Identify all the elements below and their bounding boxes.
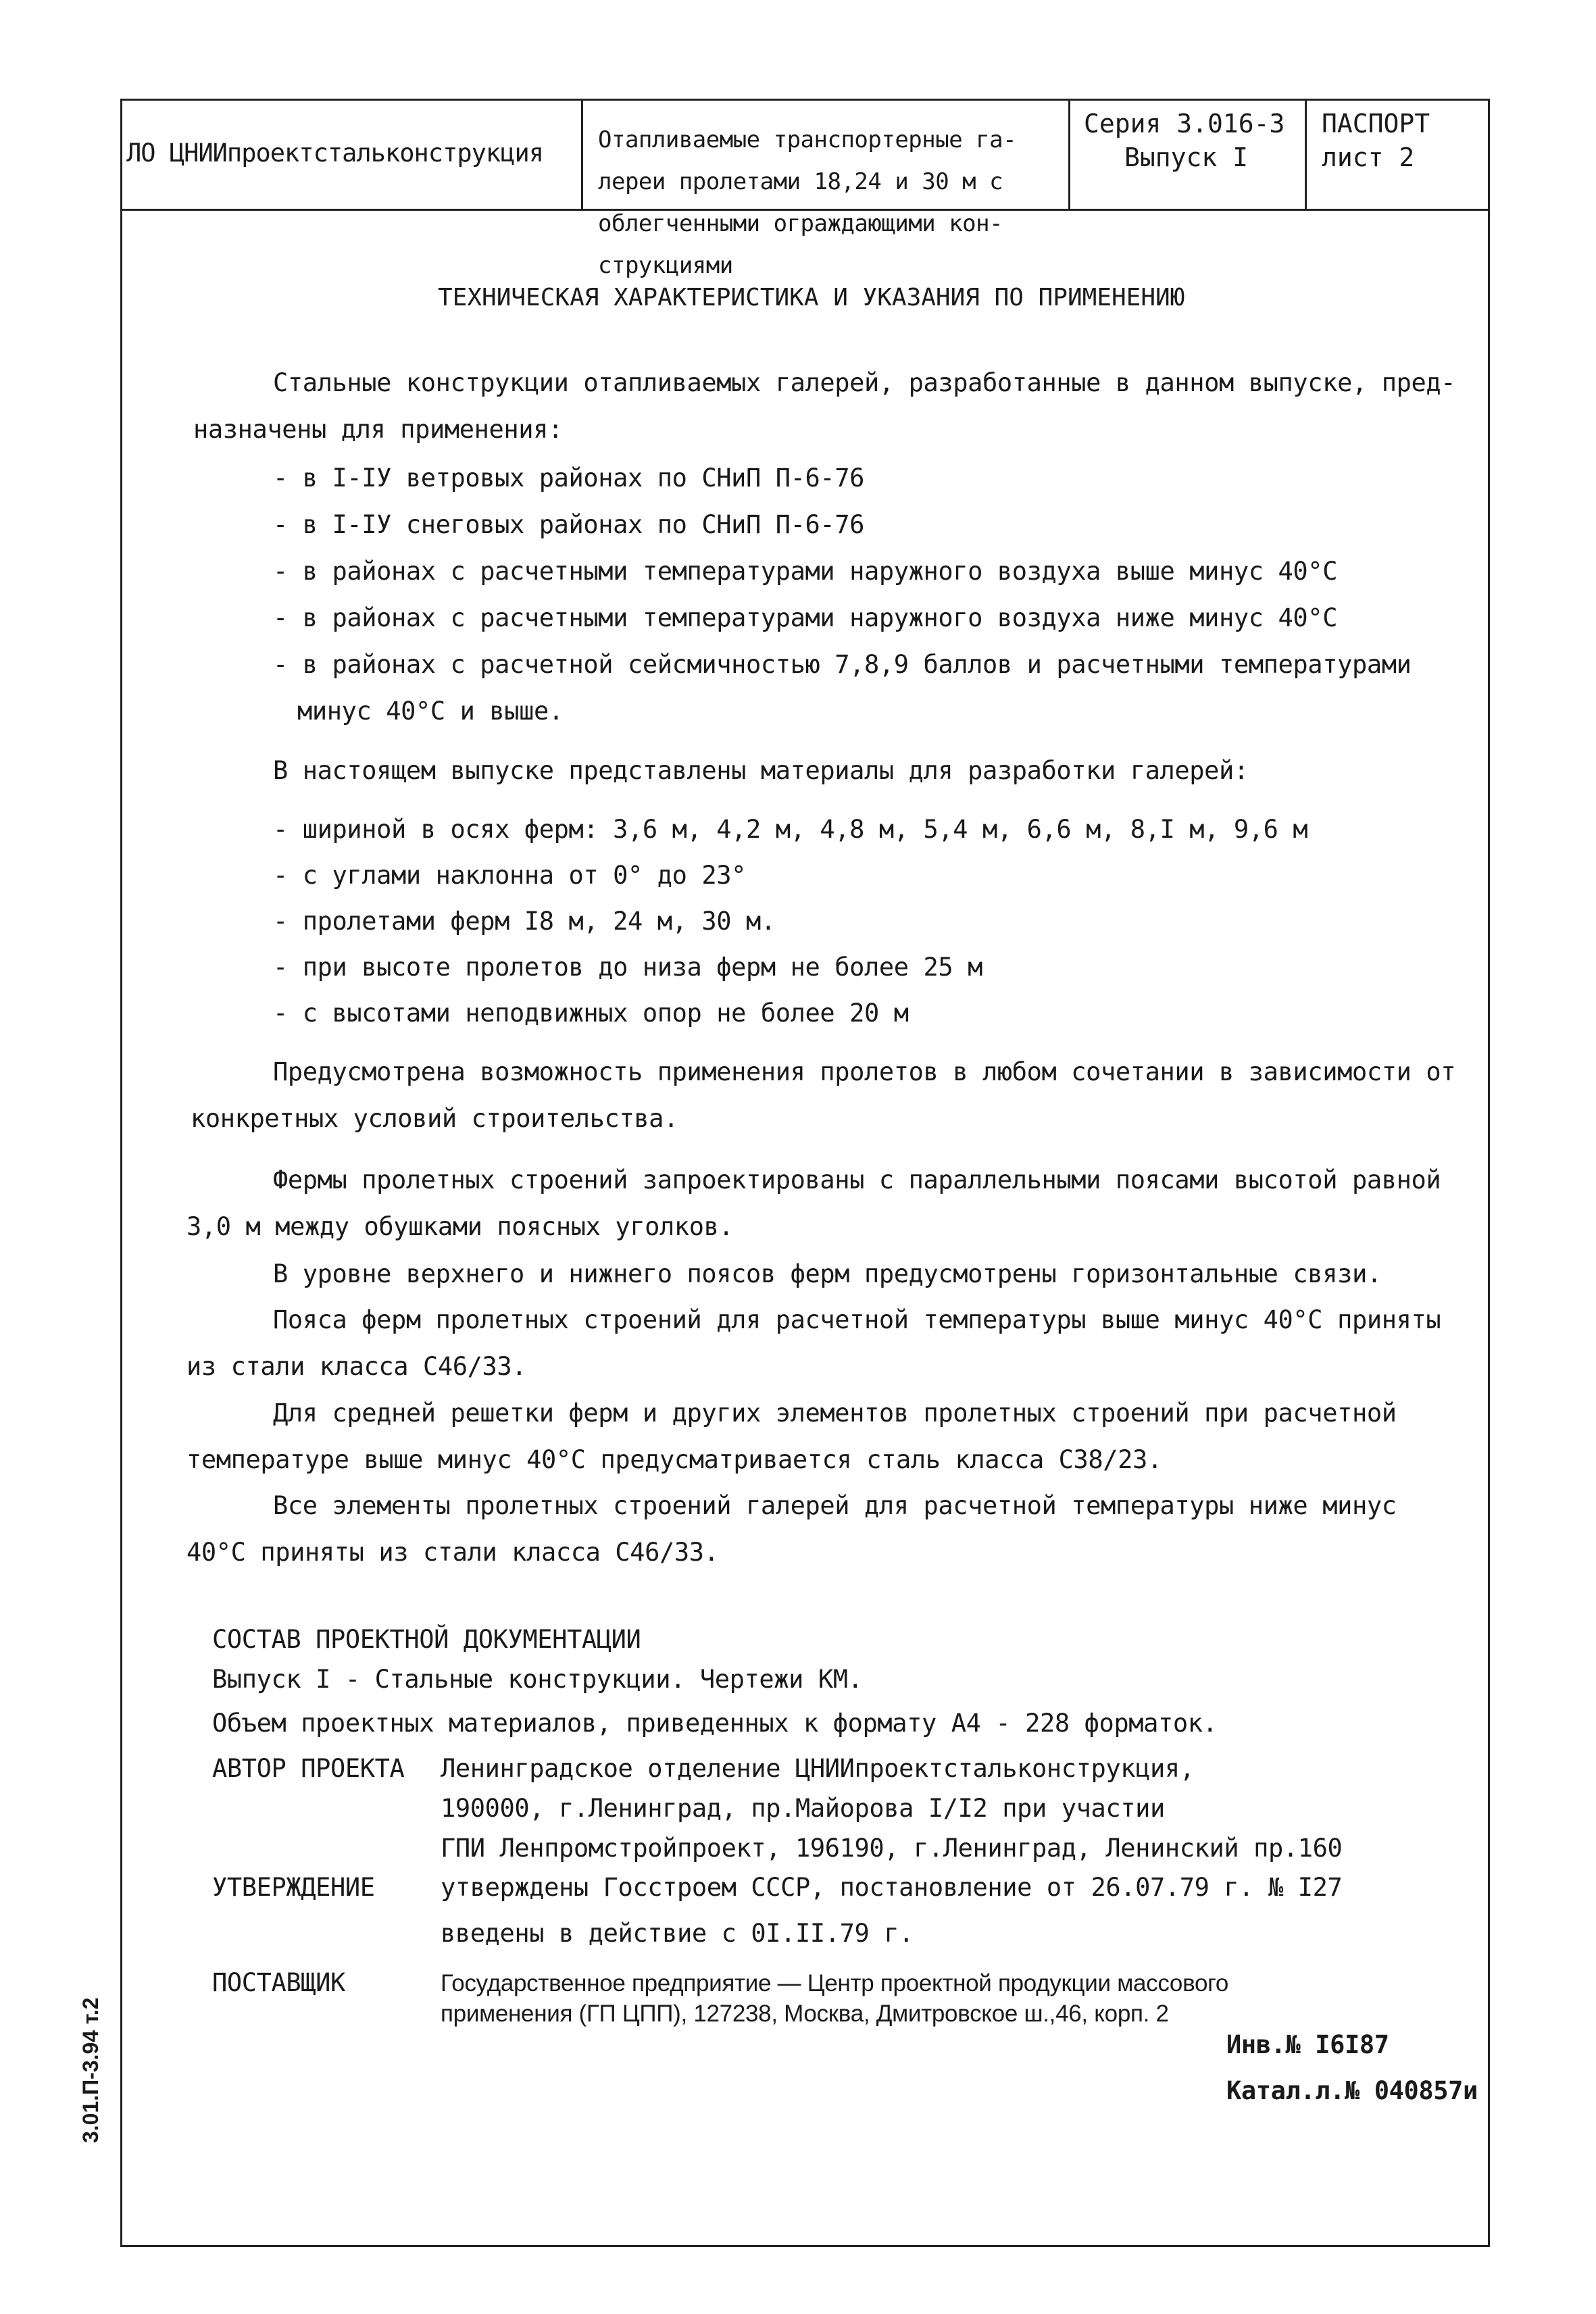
- organization-name: ЛО ЦНИИпроектстальконструкция: [126, 139, 544, 168]
- approval-label: УТВЕРЖДЕНИЕ: [212, 1873, 375, 1902]
- author-line: ГПИ Ленпромстройпроект, 196190, г.Ленинград, Ленинский пр.160: [441, 1834, 1343, 1863]
- issue-number: Выпуск I: [1124, 143, 1249, 172]
- project-description: Отапливаемые транспортерные га- лереи пролетами 18,24 и 30 м с облегченными ограждающими кон- струкциями: [598, 126, 1017, 279]
- application-item: - в I-IУ ветровых районах по СНиП П-6-76: [273, 463, 865, 493]
- materials-item: - шириной в осях ферм: 3,6 м, 4,2 м, 4,8 м, 5,4 м, 6,6 м, 8,I м, 9,6 м: [273, 815, 1308, 844]
- application-item: - в районах с расчетными температурами наружного воздуха выше минус 40°С: [273, 557, 1338, 586]
- paragraph-line: Пояса ферм пролетных строений для расчетной температуры выше минус 40°С приняты: [273, 1305, 1441, 1334]
- paragraph-line: Все элементы пролетных строений галерей для расчетной температуры ниже минус: [273, 1491, 1397, 1520]
- side-code: 3.01.П-3.94 т.2: [78, 1997, 103, 2143]
- paragraph-line: температуре выше минус 40°С предусматривается сталь класса С38/23.: [186, 1445, 1162, 1474]
- author-label: АВТОР ПРОЕКТА: [212, 1754, 405, 1783]
- series-number: Серия 3.016-3: [1084, 109, 1285, 139]
- paragraph-line: Фермы пролетных строений запроектированы с параллельными поясами высотой равной: [273, 1165, 1441, 1194]
- author-line: 190000, г.Ленинград, пр.Майорова I/I2 при участии: [441, 1794, 1165, 1823]
- approval-line: утверждены Госстроем СССР, постановление от 26.07.79 г. № I27: [441, 1873, 1343, 1902]
- application-item: - в районах с расчетными температурами наружного воздуха ниже минус 40°С: [273, 603, 1338, 632]
- materials-item: - при высоте пролетов до низа ферм не более 25 м: [273, 953, 983, 982]
- materials-item: - с углами наклонна от 0° до 23°: [273, 861, 747, 890]
- materials-item: - с высотами неподвижных опор не более 20 м: [273, 999, 909, 1028]
- approval-line: введены в действие с 0I.II.79 г.: [441, 1919, 914, 1948]
- paragraph-line: Для средней решетки ферм и других элементов пролетных строений при расчетной: [273, 1399, 1397, 1428]
- catalog-number: Катал.л.№ 040857и: [1226, 2076, 1478, 2105]
- document-type: ПАСПОРТ: [1322, 109, 1430, 139]
- application-item: - в I-IУ снеговых районах по СНиП П-6-76: [273, 510, 865, 539]
- composition-volume: Объем проектных материалов, приведенных к формату А4 - 228 форматок.: [212, 1709, 1218, 1738]
- intro-line-2: назначены для применения:: [193, 415, 563, 444]
- supplier-line: Государственное предприятие — Центр проектной продукции массового: [441, 1970, 1229, 1996]
- supplier-line: применения (ГП ЦПП), 127238, Москва, Дмитровское ш.,46, корп. 2: [441, 2001, 1169, 2027]
- composition-heading: СОСТАВ ПРОЕКТНОЙ ДОКУМЕНТАЦИИ: [212, 1625, 641, 1654]
- paragraph-line: Предусмотрена возможность применения пролетов в любом сочетании в зависимости от: [273, 1057, 1456, 1086]
- paragraph-line: из стали класса С46/33.: [186, 1352, 527, 1381]
- application-item: - в районах с расчетной сейсмичностью 7,8,9 баллов и расчетными температурами: [273, 650, 1412, 679]
- sheet-number: лист 2: [1322, 143, 1415, 172]
- materials-intro: В настоящем выпуске представлены материалы для разработки галерей:: [273, 756, 1249, 785]
- page-title: ТЕХНИЧЕСКАЯ ХАРАКТЕРИСТИКА И УКАЗАНИЯ ПО ПРИМЕНЕНИЮ: [438, 284, 1185, 311]
- composition-issue: Выпуск I - Стальные конструкции. Чертежи КМ.: [212, 1665, 863, 1694]
- intro-line-1: Стальные конструкции отапливаемых галерей, разработанные в данном выпуске, пред-: [273, 368, 1456, 397]
- inventory-number: Инв.№ I6I87: [1226, 2030, 1389, 2059]
- paragraph-line: 3,0 м между обушками поясных уголков.: [186, 1212, 734, 1241]
- author-line: Ленинградское отделение ЦНИИпроектстальконструкция,: [441, 1754, 1195, 1783]
- paragraph-line: В уровне верхнего и нижнего поясов ферм предусмотрены горизонтальные связи.: [273, 1259, 1382, 1288]
- paragraph-line: 40°С приняты из стали класса С46/33.: [186, 1538, 719, 1567]
- application-item-continuation: минус 40°С и выше.: [297, 697, 564, 726]
- paragraph-line: конкретных условий строительства.: [191, 1104, 678, 1133]
- supplier-label: ПОСТАВЩИК: [212, 1968, 345, 1997]
- materials-item: - пролетами ферм I8 м, 24 м, 30 м.: [273, 907, 776, 936]
